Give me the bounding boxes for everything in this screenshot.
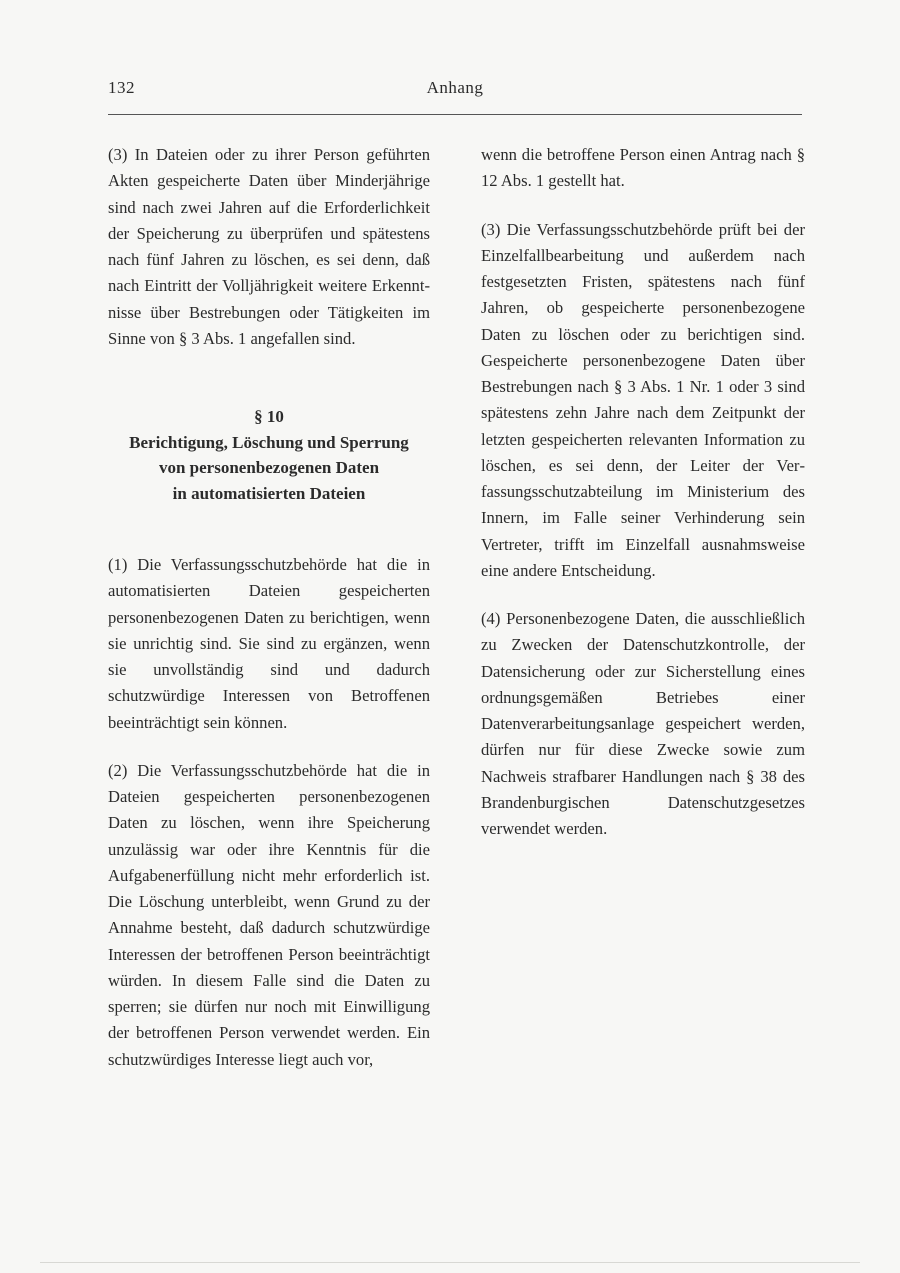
section-title-line-1: Berichtigung, Löschung und Sperrung: [129, 432, 409, 452]
right-column: [481, 142, 805, 842]
paragraph-10-3: (3) Die Verfassungsschutzbehörde prüft bei der Einzelfallbearbeitung und außerdem nach festgesetzten Fristen, spätestens nach fünf Jahren, ob gespeicherte personenbezogene Daten zu löschen oder zu berichtigen sind. Gespeicherte personenbezogene Daten über Bestrebungen nach § 3 Abs. 1 Nr. 1 oder 3 sind spätestens zehn Jahre nach dem Zeitpunkt der letzten gespeicherten relevanten Information zu löschen, es sei denn, der Leiter der Verfassungsschutzabteilung im Ministerium des Innern, im Falle seiner Verhinderung sein Vertreter, trifft im Einzelfall ausnahmsweise eine andere Entscheidung.: [481, 219, 805, 580]
paragraph-10-2: (2) Die Verfassungsschutzbehörde hat die in Dateien gespeicherten personenbezogenen Daten zu löschen, wenn ihre Speicherung unzulässig war oder ihre Kenntnis für die Aufgabenerfüllung nicht mehr erforderlich ist. Die Löschung unterbleibt, wenn Grund zu der Annahme besteht, daß dadurch schutzwürdige Interessen der betroffenen Person beeinträchtigt würden. In diesem Falle sind die Daten zu sperren; sie dürfen nur noch mit Einwilligung der betroffenen Person verwendet werden. Ein schutzwürdiges Interesse liegt auch vor,: [108, 760, 430, 1069]
left-column: [108, 142, 430, 1073]
section-title-line-2: von personenbezogenen Daten: [158, 458, 380, 477]
paragraph-10-4: (4) Personenbezogene Daten, die ausschließlich zu Zwecken der Datenschutzkontrolle, der Datensicherung oder zur Sicherstellung eines ordnungsgemäßen Betriebes einer Datenverarbeitungsanlage gespeichert werden, dürfen nur für diese Zwecke sowie zum Nachweis strafbarer Handlungen nach § 38 des Brandenburgischen Datenschutzgesetzes verwendet werden.: [481, 609, 805, 838]
section-title-line-3: in automatisierten Dateien: [172, 483, 366, 503]
paragraph-10-2-continued: wenn die betroffene Person einen Antrag nach § 12 Abs. 1 gestellt hat.: [481, 145, 805, 191]
paragraph-9-3: (3) In Dateien oder zu ihrer Person geführten Akten gespeicherte Daten über Minderjährige sind nach zwei Jahren auf die Erforderlichkeit der Speicherung zu überprüfen und spätestens nach fünf Jahren zu löschen, es sei denn, daß nach Eintritt der Volljährigkeit weitere Erkenntnisse über Bestrebungen oder Tätigkeiten im Sinne von § 3 Abs. 1 angefallen sind.: [108, 145, 430, 348]
scan-edge-line: [40, 1262, 860, 1263]
section-heading: [108, 404, 430, 506]
section-number: § 10: [254, 407, 284, 426]
page-header: [108, 78, 802, 115]
paragraph-10-1: (1) Die Verfassungsschutzbehörde hat die in automatisierten Dateien gespeicherten personenbezogenen Daten zu berichtigen, wenn sie unrichtig sind. Sie sind zu ergänzen, wenn sie unvollständig sind und dadurch schutzwürdige Interessen von Betroffenen beeinträchtigt sein können.: [108, 555, 430, 732]
page-number: 132: [108, 78, 135, 97]
running-title: Anhang: [426, 78, 484, 97]
